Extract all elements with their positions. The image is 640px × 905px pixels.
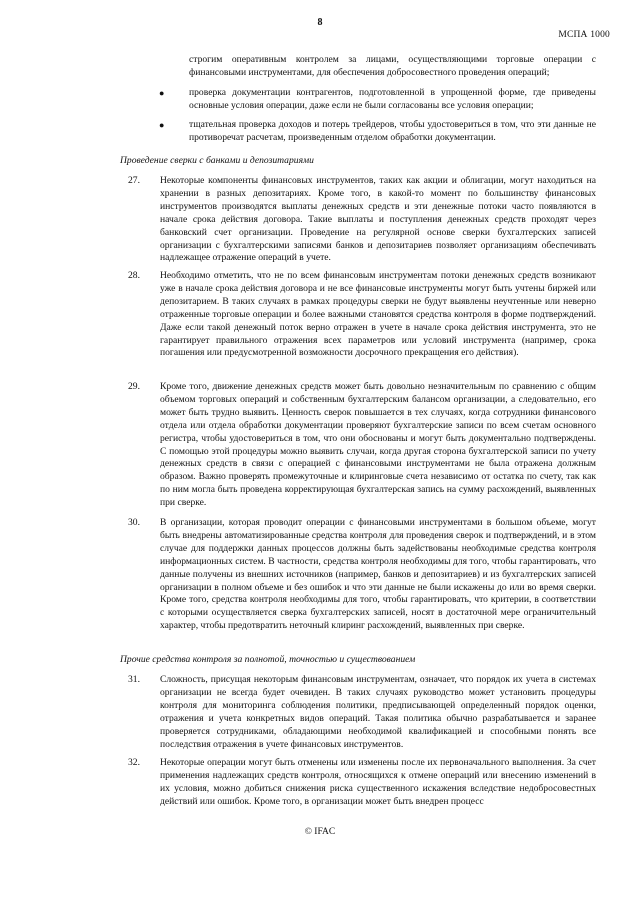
paragraph-number: 31.	[128, 674, 140, 685]
paragraph-text: Сложность, присущая некоторым финансовым инструментам, означает, что порядок их учета в системах организации не всегда будет очевиден. В таких случаях руководство может установить процедуры контроля для мониторинга соблюдения политики, предписывающей определенный порядок оценки, отражения и учета конкретных видов операций. Такая политика обычно разрабатывается и заранее проверяется сотрудниками, обладающими необходимой квалификацией и способными понять все последствия отражения в учете финансовых инструментов.	[160, 674, 596, 750]
bullet-icon: ●	[159, 88, 165, 98]
page-number: 8	[317, 17, 323, 28]
bullet-item: тщательная проверка доходов и потерь трейдеров, чтобы удостовериться в том, что эти данные не противоречат расчетам, произведенным отделом обработки документации.	[189, 119, 596, 143]
paragraph-text: Некоторые операции могут быть отменены или изменены после их первоначального выполнения. За счет применения надлежащих средств контроля, относящихся к отмене операций или внесению изменений в их условия, можно добиться снижения риска существенного искажения вследствие недобросовестных действий или ошибок. Кроме того, в организации может быть внедрен процесс	[160, 757, 596, 807]
paragraph-number: 27.	[128, 175, 140, 186]
paragraph-text: Кроме того, движение денежных средств может быть довольно незначительным по сравнению с общим объемом торговых операций и собственным бухгалтерским балансом организации, а следовательно, его может быть трудно выявить. Ценность сверок повышается в тех случаях, когда сотрудники финансового отдела или отдела обработки документации проверяют бухгалтерские записи по всем счетам основного регистра, чтобы удостовериться в том, что они обоснованы и могут быть документально подтверждены. С помощью этой процедуры можно выявить случаи, когда другая сторона бухгалтерской записи по учету денежных средств в связи с операцией с финансовыми инструментами не была отражена должным образом. Важно проверять промежуточные и клиринговые счета независимо от остатка по счету, так как по ним могла быть проведена корректирующая бухгалтерская запись на сумму расхождений, выявленных при сверке.	[160, 381, 596, 509]
bullet-icon: ●	[159, 120, 165, 130]
section-heading: Прочие средства контроля за полнотой, точностью и существованием	[120, 654, 416, 665]
paragraph-number: 30.	[128, 517, 140, 528]
paragraph-text: Необходимо отметить, что не по всем финансовым инструментам потоки денежных средств возникают уже в начале срока действия договора и не все финансовые инструменты могут быть учтены биржей или депозитарием. В таких случаях в рамках процедуры сверки не будут выявлены неучтенные или неверно отраженные торговые операции и более важными становятся средства контроля в форме подтверждений. Даже если такой денежный поток верно отражен в учете в начале срока действия инструмента, это не гарантирует правильного отражения всех параметров или условий инструмента (например, срока погашения или предусмотренной возможности досрочного прекращения его действия).	[160, 270, 596, 359]
section-heading: Проведение сверки с банками и депозитариями	[120, 155, 314, 166]
intro-continuation-text: строгим оперативным контролем за лицами, осуществляющими торговые операции с финансовыми инструментами, для обеспечения добросовестного проведения операций;	[189, 54, 596, 78]
paragraph-text: В организации, которая проводит операции с финансовыми инструментами в большом объеме, могут быть внедрены автоматизированные средства контроля для проведения сверок и подтверждений, и в этом случае для поддержки данных процессов должны быть задействованы необходимые средства контроля информационных систем. В частности, средства контроля необходимы для того, чтобы гарантировать, что данные получены из внешних источников (например, банков и депозитариев) и из бухгалтерских записей организации в полном объеме и без ошибок и что эти данные не были искажены до или во время сверки. Кроме того, средства контроля необходимы для того, чтобы гарантировать, что критерии, в соответствии с которыми осуществляется сверка бухгалтерских записей, носят в достаточной мере ограничительный характер, чтобы предотвратить неточный клиринг расхождений, выявленных при сверке.	[160, 517, 596, 632]
paragraph-text: Некоторые компоненты финансовых инструментов, таких как акции и облигации, могут находиться на хранении в разных депозитариях. Кроме того, в какой-то момент по большинству финансовых инструментов производятся выплаты денежных средств и эти денежные потоки часто появляются в начале срока действия договора. Такие выплаты и поступления денежных средств проходят через банковский счет организации. Проведение на регулярной основе сверки бухгалтерских записей организации с бухгалтерскими записями банков и депозитариев позволяет организациям обеспечивать надлежащее отражение операций в учете.	[160, 175, 596, 264]
document-code: МСПА 1000	[558, 30, 610, 40]
paragraph-number: 32.	[128, 757, 140, 768]
paragraph-number: 28.	[128, 270, 140, 281]
paragraph-number: 29.	[128, 381, 140, 392]
copyright-footer: © IFAC	[304, 827, 336, 837]
bullet-item: проверка документации контрагентов, подготовленной в упрощенной форме, где приведены основные условия операции, даже если не были согласованы все условия операции;	[189, 87, 596, 111]
